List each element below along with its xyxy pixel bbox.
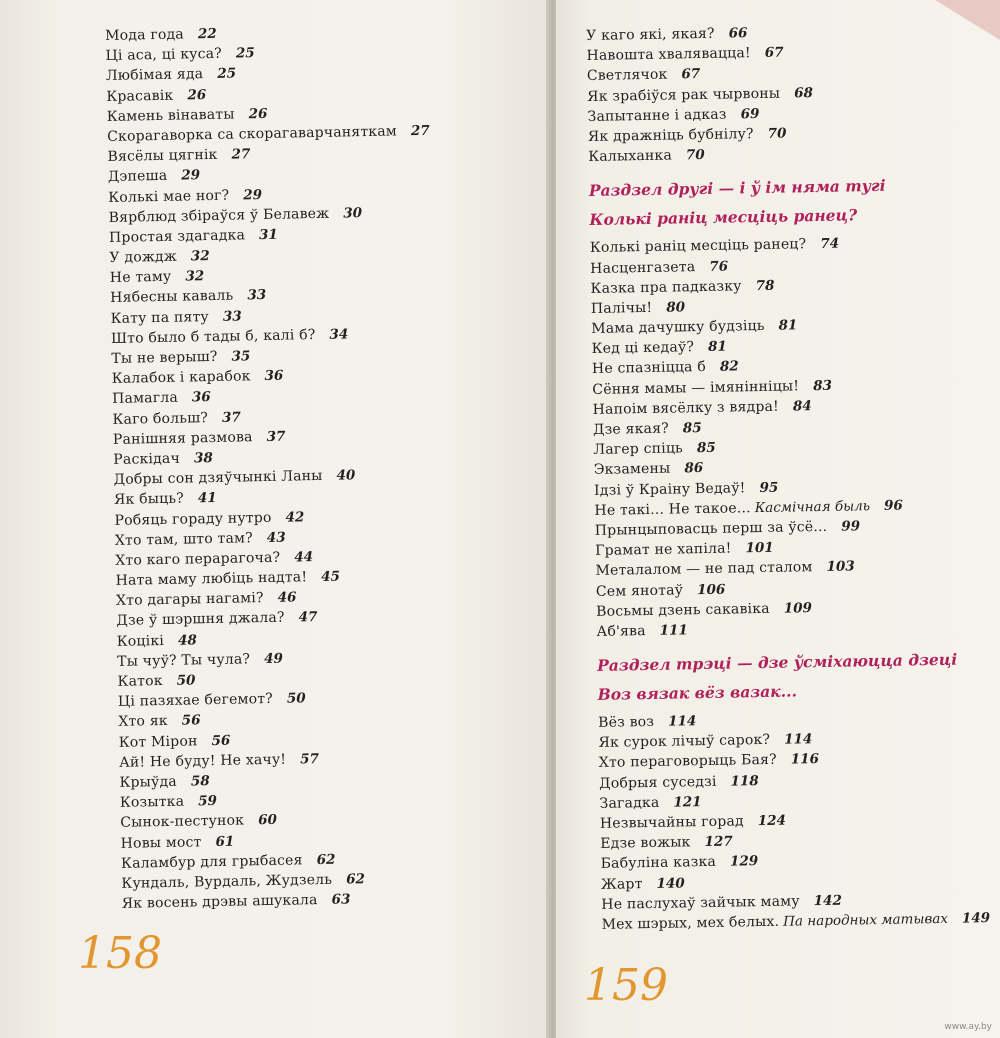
section-subheading: Воз вязак вёз вазак... <box>597 681 798 704</box>
toc-entry-page: 68 <box>794 84 814 101</box>
toc-entry-page: 67 <box>681 66 701 83</box>
toc-entry-subtitle: Па народных матывах <box>783 910 949 930</box>
toc-entry-title: Колькі мае ног? <box>108 187 230 206</box>
toc-entry-title: Экзамены <box>593 460 671 479</box>
toc-entry-title: Каток <box>117 673 163 690</box>
toc-entry-page: 116 <box>790 751 820 768</box>
toc-entry-title: Як зрабіўся рак чырвоны <box>587 85 781 105</box>
toc-entry-page: 66 <box>728 25 748 42</box>
toc-entry-page: 81 <box>707 338 728 356</box>
toc-entry-page: 70 <box>685 147 705 164</box>
toc-entry-title: Хто там, што там? <box>114 529 254 549</box>
toc-entry-page: 85 <box>696 439 716 457</box>
toc-entry-title: Ай! Не буду! Не хачу! <box>118 751 287 771</box>
toc-entry-page: 45 <box>321 568 341 586</box>
toc-entry-title: Хто пераговорыць Бая? <box>598 752 777 772</box>
section-heading: Раздзел другі — і ў ім няма тугі <box>588 176 886 201</box>
toc-entry-page: 99 <box>841 518 861 535</box>
toc-entry-title: Як быць? <box>113 490 185 509</box>
toc-entry-title: Дэпеша <box>107 168 168 186</box>
toc-entry-page: 96 <box>883 497 904 514</box>
toc-entry-page: 149 <box>961 910 991 927</box>
toc-entry-title: Ці аса, ці куса? <box>105 45 223 65</box>
toc-entry-page: 86 <box>684 460 704 477</box>
toc-entry-title: Не такі... Не такое... <box>594 499 751 519</box>
toc-entry-title: Грамат не хапіла! <box>595 540 732 560</box>
toc-entry-page: 31 <box>258 226 279 243</box>
toc-entry-page: 48 <box>177 631 197 649</box>
toc-entry-title: Калыханка <box>588 147 673 166</box>
toc-entry-page: 59 <box>198 793 218 810</box>
toc-entry-title: Хто як <box>118 713 168 731</box>
toc-entry-title: Мех шэрых, мех белых. <box>601 913 780 933</box>
toc-entry-page: 95 <box>759 479 779 496</box>
toc-entry-page: 124 <box>757 812 787 830</box>
toc-entry-page: 27 <box>231 146 251 163</box>
toc-entry-page: 85 <box>682 420 702 437</box>
toc-entry-page: 76 <box>709 258 729 275</box>
toc-entry-page: 41 <box>197 490 217 507</box>
toc-entry-page: 63 <box>331 891 351 908</box>
right-page-number: 159 <box>584 960 668 1011</box>
toc-entry-page: 81 <box>778 317 798 334</box>
toc-entry-title: Жарт <box>600 875 643 893</box>
toc-entry-title: Светлячок <box>586 66 668 85</box>
toc-entry-page: 60 <box>257 812 278 829</box>
toc-entry-title: Едзе вожык <box>600 834 691 853</box>
toc-entry-page: 121 <box>673 793 702 811</box>
toc-entry-page: 57 <box>300 750 320 768</box>
toc-entry-title: Дзе якая? <box>592 420 670 438</box>
toc-entry-page: 82 <box>719 358 739 376</box>
left-contents-list <box>105 20 445 914</box>
toc-entry-title: У каго які, якая? <box>586 25 715 44</box>
toc-entry-page: 36 <box>191 389 211 406</box>
toc-entry-page: 62 <box>345 871 366 888</box>
toc-entry-title: Ты чуў? Ты чула? <box>117 651 251 670</box>
toc-entry-page: 34 <box>329 326 349 343</box>
toc-entry-title: Не паслухаў зайчык маму <box>601 893 800 913</box>
toc-entry-title: Незвычайны горад <box>599 813 744 832</box>
toc-entry-page: 33 <box>247 287 267 304</box>
toc-entry-page: 26 <box>248 105 268 123</box>
toc-entry-page: 42 <box>285 508 305 526</box>
toc-entry-title: Нябесны каваль <box>110 288 234 307</box>
toc-entry-page: 25 <box>217 65 237 83</box>
toc-entry-page: 36 <box>264 367 284 385</box>
toc-entry-title: Аб'ява <box>596 622 646 640</box>
toc-entry-page: 30 <box>343 204 363 222</box>
toc-entry-title: Мода года <box>105 26 185 44</box>
toc-entry-title: Колькі раніц месціць ранец? <box>589 236 807 257</box>
toc-entry-page: 129 <box>729 853 759 870</box>
toc-entry-title: Камень вінаваты <box>106 106 235 125</box>
toc-entry-page: 67 <box>764 44 784 62</box>
toc-entry-page: 44 <box>294 548 314 566</box>
toc-entry-title: Вёз воз <box>598 713 655 731</box>
toc-entry-title: Любімая яда <box>105 66 204 85</box>
section-subheading: Колькі раніц месціць ранец? <box>589 205 858 230</box>
toc-entry-page: 50 <box>286 690 306 707</box>
toc-entry-page: 70 <box>767 125 787 142</box>
toc-entry-title: Ранішняя размова <box>112 428 253 448</box>
toc-entry-title: Сёння мамы — імянінніцы! <box>592 377 800 398</box>
toc-entry-page: 83 <box>813 377 833 394</box>
toc-entry-title: Ідзі ў Краіну Ведаў! <box>593 479 746 499</box>
toc-entry-title: Ты не верыш? <box>111 348 218 367</box>
toc-entry-page: 33 <box>222 308 242 325</box>
toc-entry-title: Навошта хваляваццa! <box>586 45 751 65</box>
toc-entry-title: Козытка <box>119 793 185 811</box>
toc-entry-title: Дзе ў шэршня джала? <box>116 610 285 630</box>
right-page <box>556 0 1000 1038</box>
toc-entry-title: Не спазніцца б <box>591 359 707 378</box>
toc-entry-page: 56 <box>181 712 201 730</box>
toc-entry-page: 32 <box>190 248 210 265</box>
toc-entry-title: Мама дачушку будзіць <box>591 317 765 338</box>
toc-entry-title: Ната маму любіць надта! <box>115 569 308 589</box>
toc-entry-title: Вясёлы цягнік <box>107 146 218 166</box>
toc-entry-title: Як дражніць бубнілу? <box>587 126 754 145</box>
toc-entry-title: Красавік <box>106 87 174 105</box>
toc-entry-page: 78 <box>755 277 775 294</box>
toc-entry-title: Новы мост <box>120 833 202 852</box>
toc-entry-page: 80 <box>666 299 686 316</box>
toc-entry-page: 35 <box>231 348 251 365</box>
toc-entry-title: Насценгазета <box>590 258 696 277</box>
toc-entry-title: Казка пра падказку <box>590 278 742 297</box>
toc-entry-page: 69 <box>740 105 760 123</box>
section-heading: Раздзел трэці — дзе ўсміхаюцца дзеці <box>596 649 958 675</box>
toc-entry-page: 114 <box>784 731 813 748</box>
toc-entry-page: 40 <box>336 467 356 484</box>
toc-entry-title: Кату па пяту <box>110 308 210 327</box>
toc-entry-page: 62 <box>316 851 336 868</box>
toc-entry-page: 32 <box>185 268 205 285</box>
toc-entry-page: 74 <box>820 235 840 253</box>
toc-entry-page: 114 <box>668 713 697 730</box>
left-page-number: 158 <box>78 928 162 979</box>
toc-entry-title: Напоім вясёлку з вядра! <box>592 398 780 418</box>
toc-entry-title: Што было б тады б, калі б? <box>110 326 316 347</box>
toc-entry-title: Скорагаворка са скорагаварчаняткам <box>106 123 398 145</box>
toc-entry-title: Добры сон дзяўчынкі Ланы <box>113 468 323 489</box>
toc-entry-title: Як восень дрэвы ашукала <box>121 892 318 912</box>
toc-entry-title: Запытанне і адказ <box>587 106 727 125</box>
toc-entry-title: Сем янотаў <box>595 581 684 600</box>
toc-entry-page: 61 <box>215 833 235 850</box>
toc-entry-page: 127 <box>704 833 733 851</box>
toc-entry-page: 118 <box>730 772 759 790</box>
toc-entry-page: 29 <box>181 167 201 184</box>
toc-entry-title: Простая здагадка <box>108 227 246 246</box>
toc-entry-page: 27 <box>410 122 430 140</box>
toc-entry-title: Коцікі <box>116 632 165 650</box>
toc-entry-title: Калабок і карабок <box>111 368 251 388</box>
toc-entry-title: Восьмы дзень сакавіка <box>596 600 770 620</box>
toc-entry-title: Крыўда <box>119 773 178 791</box>
toc-entry-page: 26 <box>187 86 207 103</box>
toc-entry-title: Загадка <box>599 794 660 812</box>
toc-entry-title: Як сурок лічыў сарок? <box>598 732 771 752</box>
toc-entry-page: 84 <box>792 397 812 415</box>
toc-entry-page: 46 <box>277 589 297 607</box>
toc-entry-title: Бабуліна казка <box>600 854 717 873</box>
toc-entry-page: 49 <box>264 650 284 667</box>
right-contents-list <box>586 19 990 935</box>
toc-entry-title: Кот Мірон <box>118 732 198 751</box>
toc-entry-page: 37 <box>221 409 241 426</box>
toc-entry-page: 58 <box>190 773 210 790</box>
toc-entry-page: 109 <box>783 599 813 617</box>
toc-entry-page: 101 <box>745 539 774 557</box>
toc-entry-subtitle: Касмічная быль <box>754 497 871 516</box>
toc-entry-page: 142 <box>813 892 843 909</box>
toc-entry-title: Не таму <box>109 269 172 287</box>
toc-entry-title: Раскідач <box>113 450 181 468</box>
toc-entry-page: 38 <box>193 449 213 467</box>
toc-entry-title: Каламбур для грыбасея <box>120 852 303 872</box>
watermark: www.ay.by <box>944 1022 992 1032</box>
toc-entry-title: Хто дагары нагамі? <box>115 590 264 610</box>
toc-entry-title: Каго больш? <box>112 409 209 428</box>
toc-entry-title: Лагер спіць <box>593 440 684 459</box>
toc-entry-page: 47 <box>298 609 318 626</box>
toc-entry-title: Сынок-пестунок <box>120 812 245 832</box>
toc-entry-title: Кундаль, Вурдаль, Жудзель <box>121 871 333 892</box>
toc-entry-title: Добрыя суседзі <box>599 773 717 792</box>
toc-entry-page: 29 <box>243 186 263 203</box>
toc-entry-title: Палічы! <box>590 299 653 317</box>
toc-entry-title: Металалом — не пад сталом <box>595 559 813 580</box>
toc-entry-title: Прынцыповасць перш за ўсё... <box>594 518 828 539</box>
toc-entry-title: Кед ці кедаў? <box>591 339 695 358</box>
toc-entry-title: Вярблюд збіраўся ў Белавеж <box>108 205 330 226</box>
toc-entry-title: Робяць гораду нутро <box>114 509 272 529</box>
toc-entry-page: 103 <box>826 558 855 576</box>
toc-entry-page: 111 <box>659 622 689 639</box>
toc-entry-page: 22 <box>197 25 217 43</box>
toc-entry-page: 37 <box>266 428 286 445</box>
toc-entry-page: 43 <box>266 529 286 546</box>
toc-entry-title: У дождж <box>109 248 178 267</box>
toc-entry-page: 50 <box>176 672 196 689</box>
toc-entry-title: Хто каго перарагоча? <box>115 549 281 569</box>
toc-entry-page: 25 <box>235 45 255 62</box>
toc-entry-page: 56 <box>211 732 231 749</box>
toc-entry-title: Ці пазяхае бегемот? <box>117 691 274 711</box>
toc-entry-title: Памагла <box>112 390 179 408</box>
toc-entry-page: 106 <box>696 581 726 598</box>
toc-entry-page: 140 <box>656 874 685 892</box>
